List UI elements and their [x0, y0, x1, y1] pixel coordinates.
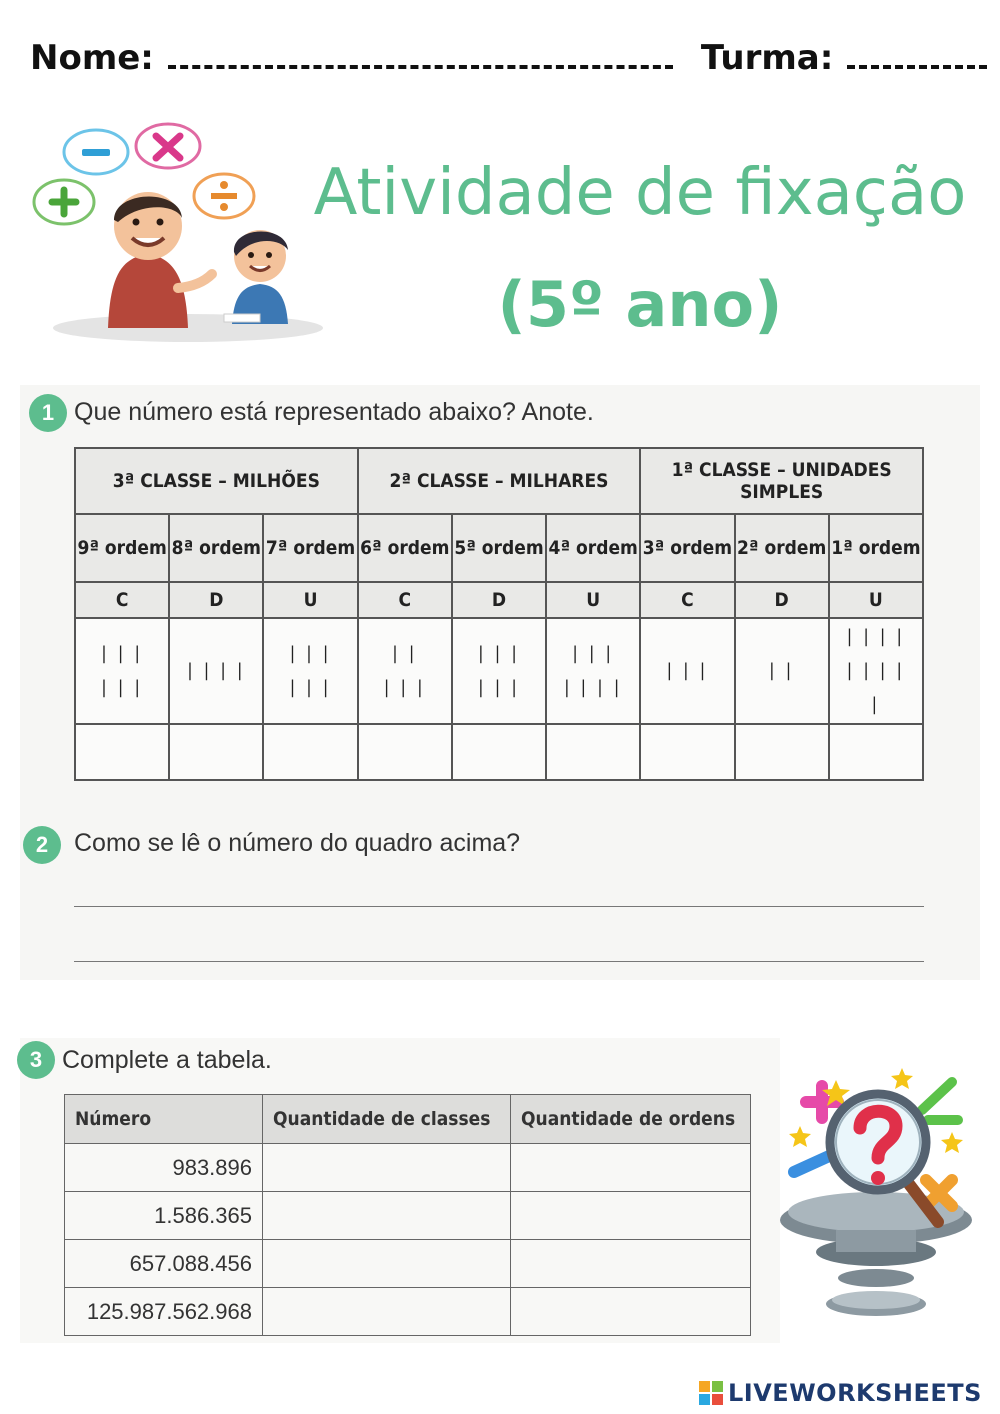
order-cell: 1ª ordem — [829, 514, 923, 582]
divide-icon — [194, 174, 254, 218]
tally-cell: | | | | | | — [452, 618, 546, 724]
tally-cell: | | | | | — [358, 618, 452, 724]
number-cell: 1.586.365 — [65, 1192, 263, 1240]
orders-answer-cell[interactable] — [511, 1240, 751, 1288]
tally-cell: | | | | | | | | | — [829, 618, 923, 724]
teacher-student-math-illustration — [28, 118, 328, 348]
answer-digit-cell[interactable] — [452, 724, 546, 780]
order-cell: 8ª ordem — [169, 514, 263, 582]
answer-digit-cell[interactable] — [358, 724, 452, 780]
place-cell: U — [263, 582, 357, 618]
minus-icon — [64, 130, 128, 174]
order-cell: 9ª ordem — [75, 514, 169, 582]
classes-answer-cell[interactable] — [263, 1240, 511, 1288]
order-cell: 6ª ordem — [358, 514, 452, 582]
place-cell: C — [640, 582, 734, 618]
name-class-header — [30, 38, 980, 88]
order-cell: 2ª ordem — [735, 514, 829, 582]
question-3-number: 3 — [17, 1041, 55, 1079]
orders-answer-cell[interactable] — [511, 1144, 751, 1192]
table-row — [65, 1192, 751, 1240]
liveworksheets-icon — [698, 1380, 724, 1406]
classes-answer-cell[interactable] — [263, 1288, 511, 1336]
answer-digit-cell[interactable] — [169, 724, 263, 780]
question-3-text: Complete a tabela. — [62, 1046, 272, 1074]
orders-answer-cell[interactable] — [511, 1192, 751, 1240]
class-header-thousands: 2ª CLASSE – MILHARES — [358, 448, 641, 514]
header-classes: Quantidade de classes — [263, 1095, 511, 1144]
place-cell: C — [358, 582, 452, 618]
number-cell: 657.088.456 — [65, 1240, 263, 1288]
tally-cell: | | | | — [169, 618, 263, 724]
number-cell: 125.987.562.968 — [65, 1288, 263, 1336]
question-2-number: 2 — [23, 826, 61, 864]
header-orders: Quantidade de ordens — [511, 1095, 751, 1144]
question-1-number: 1 — [29, 394, 67, 432]
page-title: Atividade de fixação — [313, 156, 967, 230]
plus-icon — [34, 180, 94, 224]
place-value-table — [74, 447, 924, 781]
answer-digit-cell[interactable] — [640, 724, 734, 780]
place-cell: D — [169, 582, 263, 618]
header-number: Número — [65, 1095, 263, 1144]
answer-digit-cell[interactable] — [75, 724, 169, 780]
order-cell: 5ª ordem — [452, 514, 546, 582]
tally-cell: | | | | | | | — [546, 618, 640, 724]
answer-digit-cell[interactable] — [829, 724, 923, 780]
classes-answer-cell[interactable] — [263, 1144, 511, 1192]
page-subtitle: (5º ano) — [497, 268, 783, 341]
tally-cell: | | | — [640, 618, 734, 724]
place-cell: D — [452, 582, 546, 618]
name-blank[interactable] — [168, 45, 673, 69]
table-row — [65, 1144, 751, 1192]
tally-cell: | | | | | | — [263, 618, 357, 724]
table-row — [65, 1240, 751, 1288]
class-label: Turma: — [700, 38, 834, 78]
question-1-text: Que número está representado abaixo? Anote. — [74, 398, 594, 426]
liveworksheets-brand: LIVEWORKSHEETS — [728, 1379, 982, 1407]
class-header-millions: 3ª CLASSE – MILHÕES — [75, 448, 358, 514]
times-icon — [136, 124, 200, 168]
place-cell: U — [829, 582, 923, 618]
answer-digit-cell[interactable] — [735, 724, 829, 780]
place-cell: C — [75, 582, 169, 618]
magnifier-question-illustration — [776, 1062, 986, 1322]
order-cell: 4ª ordem — [546, 514, 640, 582]
table-row — [65, 1288, 751, 1336]
answer-digit-cell[interactable] — [263, 724, 357, 780]
order-cell: 3ª ordem — [640, 514, 734, 582]
liveworksheets-logo — [698, 1378, 994, 1408]
answer-line-2[interactable] — [74, 961, 924, 962]
answer-digit-cell[interactable] — [546, 724, 640, 780]
place-cell: D — [735, 582, 829, 618]
name-label: Nome: — [30, 38, 154, 78]
number-cell: 983.896 — [65, 1144, 263, 1192]
question-2-text: Como se lê o número do quadro acima? — [74, 829, 521, 857]
tally-cell: | | — [735, 618, 829, 724]
classes-answer-cell[interactable] — [263, 1192, 511, 1240]
class-header-units: 1ª CLASSE – UNIDADES SIMPLES — [640, 448, 923, 514]
place-cell: U — [546, 582, 640, 618]
order-cell: 7ª ordem — [263, 514, 357, 582]
complete-table — [64, 1094, 751, 1336]
class-blank[interactable] — [847, 45, 987, 69]
tally-cell: | | | | | | — [75, 618, 169, 724]
answer-line-1[interactable] — [74, 906, 924, 907]
orders-answer-cell[interactable] — [511, 1288, 751, 1336]
